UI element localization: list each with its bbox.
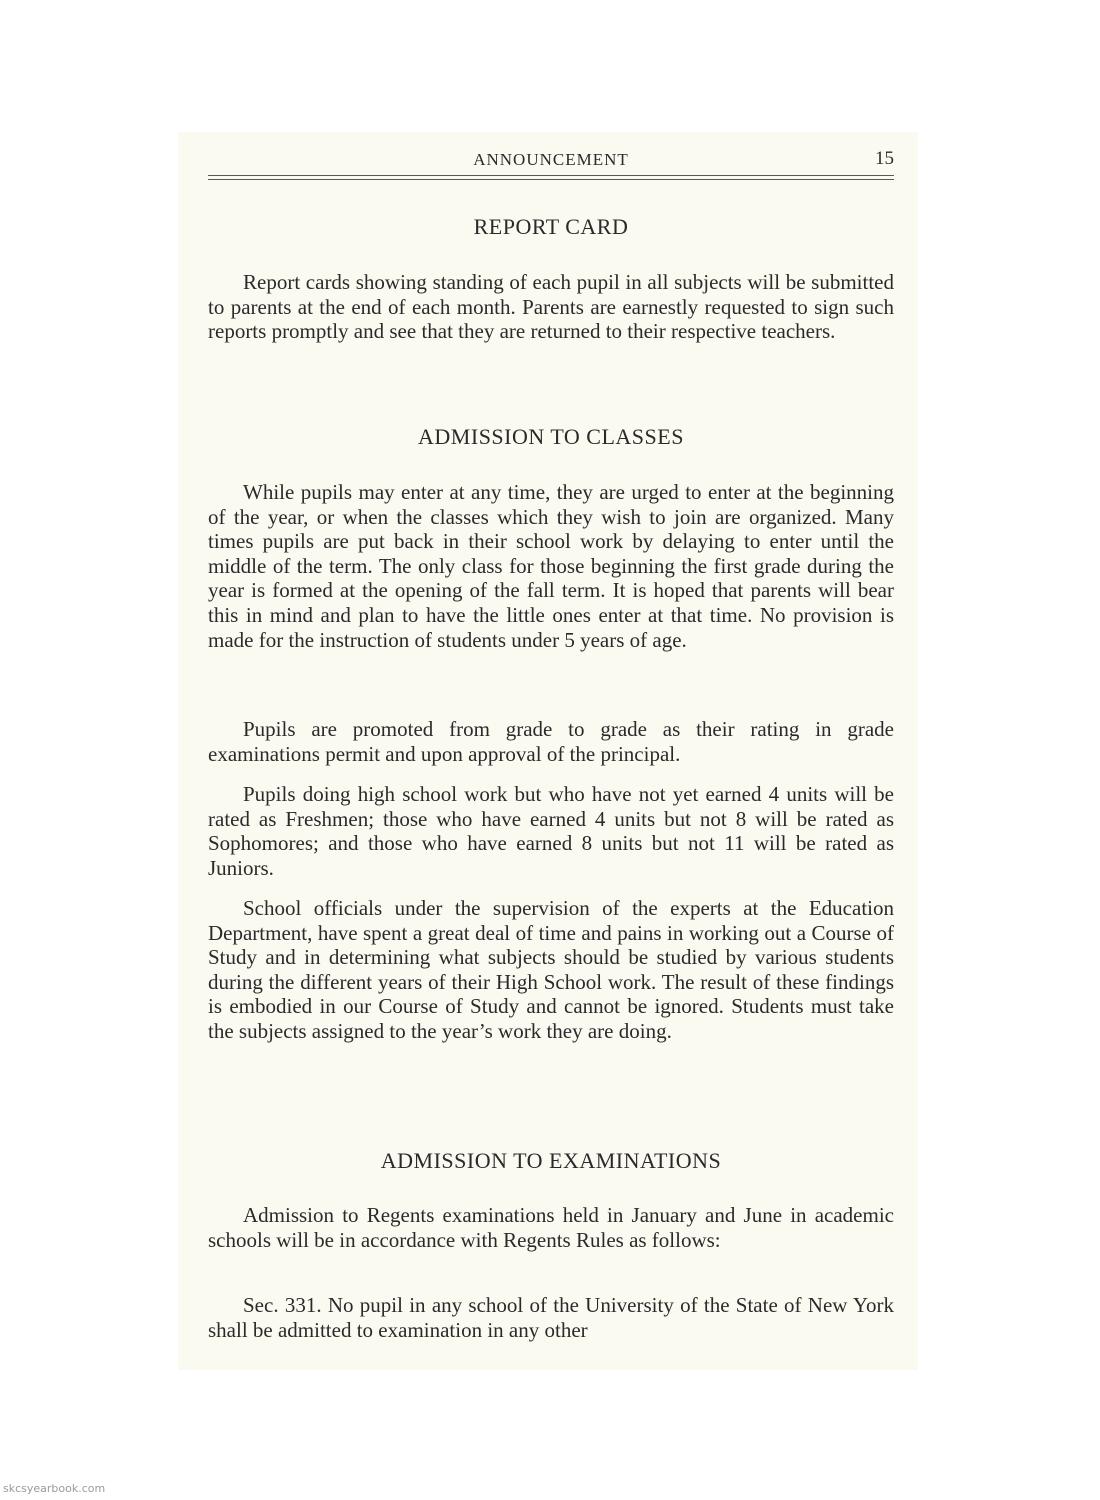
page-number: 15 [875,148,894,169]
header-rule-top [208,175,894,176]
examinations-paragraph-1: Admission to Regents examinations held in January and June in academic schools will be in accordance with Regents Rules as follows: [208,1203,894,1252]
examinations-paragraph-2: Sec. 331. No pupil in any school of the University of the State of New York shall be admitted to examination in any other [208,1293,894,1342]
site-watermark: skcsyearbook.com [3,1482,106,1495]
classes-paragraph-4: School officials under the supervision of the experts at the Education Department, have spent a great deal of time and pains in working out a Course of Study and in determining what subjects should be studied by various students during the different years of their High School work. The result of these findings is embodied in our Course of Study and cannot be ignored. Students must take the subjects assigned to the year’s work they are doing. [208,896,894,1043]
running-header [208,146,894,174]
classes-paragraph-2: Pupils are promoted from grade to grade as their rating in grade examinations permit and upon approval of the principal. [208,717,894,766]
section-heading-report-card: REPORT CARD [473,214,629,239]
section-heading-admission-to-classes: ADMISSION TO CLASSES [418,424,684,449]
header-rule-bottom [208,179,894,180]
classes-paragraph-1: While pupils may enter at any time, they are urged to enter at the beginning of the year, or when the classes which they wish to join are organized. Many times pupils are put back in their school work by delaying to enter until the middle of the term. The only class for those beginning the first grade during the year is formed at the opening of the fall term. It is hoped that parents will bear this in mind and plan to have the little ones enter at that time. No provision is made for the instruction of students under 5 years of age. [208,480,894,652]
section-heading-admission-to-examinations: ADMISSION TO EXAMINATIONS [380,1148,722,1173]
running-title: ANNOUNCEMENT [473,150,629,169]
classes-paragraph-3: Pupils doing high school work but who have not yet earned 4 units will be rated as Freshmen; those who have earned 4 units but not 8 will be rated as Sophomores; and those who have earned 8 units but not 11 will be rated as Juniors. [208,782,894,880]
report-card-paragraph: Report cards showing standing of each pupil in all subjects will be submitted to parents at the end of each month. Parents are earnestly requested to sign such reports promptly and see that they are returned to their respective teachers. [208,270,894,344]
